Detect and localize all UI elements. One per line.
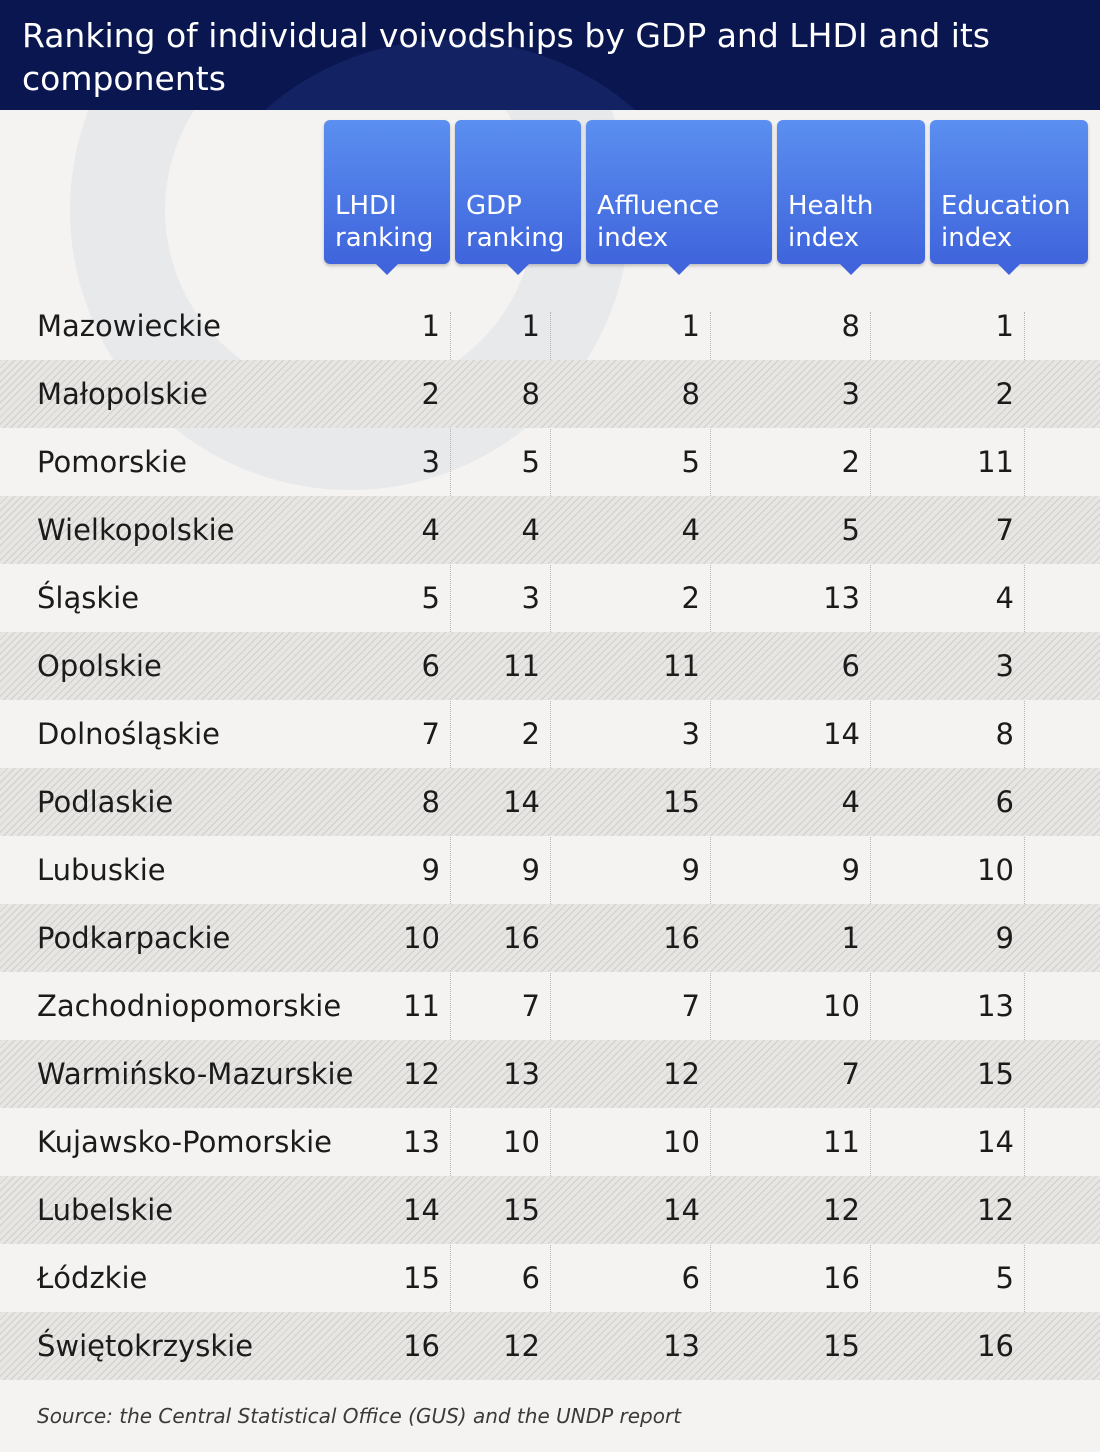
table-row	[0, 700, 1100, 768]
rank-value: 4	[681, 513, 700, 547]
rank-value: 9	[521, 853, 540, 887]
rank-value: 4	[421, 513, 440, 547]
rank-value: 13	[403, 1125, 440, 1159]
column-headers	[0, 120, 1100, 275]
table-row	[0, 1176, 1100, 1244]
rank-value: 10	[823, 989, 860, 1023]
rank-value: 11	[823, 1125, 860, 1159]
table-row	[0, 632, 1100, 700]
rank-value: 8	[521, 377, 540, 411]
rank-value: 11	[663, 649, 700, 683]
rank-value: 13	[503, 1057, 540, 1091]
rank-value: 14	[823, 717, 860, 751]
column-header-label: Health index	[788, 191, 874, 253]
table-row	[0, 1244, 1100, 1312]
voivodship-name: Kujawsko-Pomorskie	[37, 1125, 333, 1159]
rank-value: 14	[663, 1193, 700, 1227]
rank-value: 9	[681, 853, 700, 887]
table-row	[0, 428, 1100, 496]
rank-value: 11	[403, 989, 440, 1023]
rank-value: 1	[841, 921, 860, 955]
rank-value: 8	[995, 717, 1014, 751]
rank-value: 14	[403, 1193, 440, 1227]
rank-value: 14	[977, 1125, 1014, 1159]
voivodship-name: Dolnośląskie	[37, 717, 220, 751]
rank-value: 16	[403, 1329, 440, 1363]
column-header-label: Affluence index	[597, 191, 720, 253]
rank-value: 15	[663, 785, 700, 819]
rank-value: 16	[823, 1261, 860, 1295]
rank-value: 10	[403, 921, 440, 955]
voivodship-name: Wielkopolskie	[37, 513, 235, 547]
voivodship-name: Śląskie	[37, 581, 140, 615]
voivodship-name: Warmińsko-Mazurskie	[37, 1057, 354, 1091]
rank-value: 8	[421, 785, 440, 819]
rank-value: 5	[421, 581, 440, 615]
rank-value: 14	[503, 785, 540, 819]
rank-value: 7	[421, 717, 440, 751]
rank-value: 5	[841, 513, 860, 547]
rank-value: 16	[977, 1329, 1014, 1363]
rank-value: 6	[421, 649, 440, 683]
rank-value: 13	[823, 581, 860, 615]
rank-value: 9	[995, 921, 1014, 955]
table-row	[0, 1040, 1100, 1108]
rank-value: 1	[681, 309, 700, 343]
voivodship-name: Mazowieckie	[37, 309, 222, 343]
rank-value: 11	[503, 649, 540, 683]
rank-value: 6	[521, 1261, 540, 1295]
table-row	[0, 360, 1100, 428]
rank-value: 4	[841, 785, 860, 819]
rank-value: 5	[681, 445, 700, 479]
rank-value: 12	[823, 1193, 860, 1227]
rank-value: 10	[977, 853, 1014, 887]
table-row	[0, 564, 1100, 632]
column-header-2	[455, 120, 581, 264]
rank-value: 16	[503, 921, 540, 955]
column-header-4	[777, 120, 925, 264]
rank-value: 2	[995, 377, 1014, 411]
voivodship-name: Lubelskie	[37, 1193, 174, 1227]
voivodship-name: Świętokrzyskie	[37, 1329, 254, 1363]
table-row	[0, 836, 1100, 904]
rank-value: 4	[995, 581, 1014, 615]
column-header-5	[930, 120, 1088, 264]
title-bar	[0, 0, 1100, 110]
column-header-label: LHDI ranking	[335, 191, 434, 253]
source-note: Source: the Central Statistical Office (GUS) and the UNDP report	[37, 1404, 682, 1428]
chart-title: Ranking of individual voivodships by GDP and LHDI and its components	[22, 16, 990, 98]
rank-value: 1	[995, 309, 1014, 343]
rank-value: 3	[421, 445, 440, 479]
rank-value: 3	[521, 581, 540, 615]
rank-value: 5	[521, 445, 540, 479]
rank-value: 12	[977, 1193, 1014, 1227]
table-row	[0, 972, 1100, 1040]
rank-value: 16	[663, 921, 700, 955]
rank-value: 1	[421, 309, 440, 343]
voivodship-name: Podlaskie	[37, 785, 174, 819]
table-row	[0, 496, 1100, 564]
rank-value: 15	[403, 1261, 440, 1295]
voivodship-name: Opolskie	[37, 649, 162, 683]
rank-value: 15	[977, 1057, 1014, 1091]
voivodship-name: Lubuskie	[37, 853, 166, 887]
rank-value: 2	[681, 581, 700, 615]
column-header-label: GDP ranking	[466, 191, 565, 253]
rank-value: 7	[521, 989, 540, 1023]
rank-value: 10	[663, 1125, 700, 1159]
rank-value: 13	[663, 1329, 700, 1363]
rank-value: 7	[841, 1057, 860, 1091]
rank-value: 6	[681, 1261, 700, 1295]
rank-value: 2	[841, 445, 860, 479]
rank-value: 1	[521, 309, 540, 343]
rank-value: 15	[503, 1193, 540, 1227]
table-row	[0, 768, 1100, 836]
rank-value: 2	[421, 377, 440, 411]
rank-value: 11	[977, 445, 1014, 479]
rank-value: 5	[995, 1261, 1014, 1295]
table-row	[0, 1108, 1100, 1176]
rank-value: 7	[995, 513, 1014, 547]
rank-value: 6	[841, 649, 860, 683]
rank-value: 12	[503, 1329, 540, 1363]
rank-value: 3	[841, 377, 860, 411]
table-row	[0, 292, 1100, 360]
voivodship-name: Małopolskie	[37, 377, 208, 411]
table-row	[0, 1312, 1100, 1380]
rank-value: 8	[681, 377, 700, 411]
rank-value: 9	[841, 853, 860, 887]
table-row	[0, 904, 1100, 972]
rank-value: 3	[995, 649, 1014, 683]
rank-value: 4	[521, 513, 540, 547]
rank-value: 2	[521, 717, 540, 751]
column-header-1	[324, 120, 450, 264]
rank-value: 3	[681, 717, 700, 751]
rank-value: 7	[681, 989, 700, 1023]
voivodship-name: Podkarpackie	[37, 921, 231, 955]
rank-value: 9	[421, 853, 440, 887]
column-header-label: Education index	[941, 191, 1071, 253]
rank-value: 12	[403, 1057, 440, 1091]
rank-value: 13	[977, 989, 1014, 1023]
rank-value: 15	[823, 1329, 860, 1363]
voivodship-name: Pomorskie	[37, 445, 187, 479]
rank-value: 10	[503, 1125, 540, 1159]
rank-value: 6	[995, 785, 1014, 819]
rank-value: 8	[841, 309, 860, 343]
voivodship-name: Zachodniopomorskie	[37, 989, 342, 1023]
rank-value: 12	[663, 1057, 700, 1091]
column-header-3	[586, 120, 772, 264]
voivodship-name: Łódzkie	[37, 1261, 148, 1295]
